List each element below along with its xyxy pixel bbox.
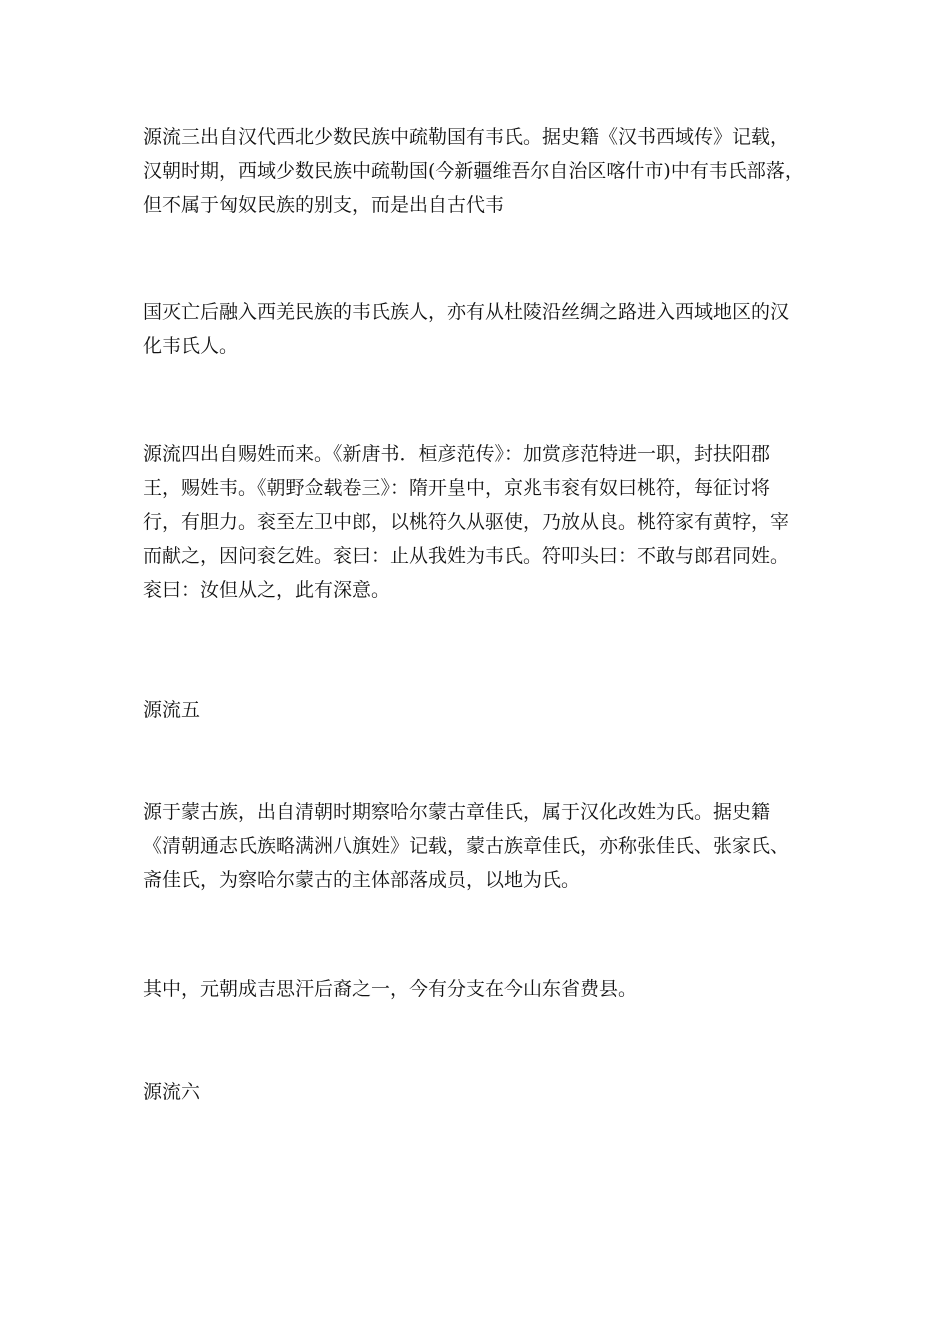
text-line: 王，赐姓韦。《朝野佥载卷三》：隋开皇中，京兆韦衮有奴曰桃符，每征讨将 [143, 477, 771, 499]
text-line: 源流五 [143, 699, 201, 721]
paragraph-source-three [143, 120, 815, 222]
text-line: 而献之，因问衮乞姓。衮曰：止从我姓为韦氏。符叩头曰：不敢与郎君同姓。 [143, 545, 790, 567]
text-line: 化韦氏人。 [143, 335, 239, 357]
text-line: 但不属于匈奴民族的别支，而是出自古代韦 [143, 194, 505, 216]
text-line: 其中，元朝成吉思汗后裔之一，今有分支在今山东省费县。 [143, 978, 638, 1000]
text-line: 源流四出自赐姓而来。《新唐书．桓彦范传》：加赏彦范特进一职，封扶阳郡 [143, 443, 771, 465]
text-line: 衮曰：汝但从之，此有深意。 [143, 579, 391, 601]
text-line: 源于蒙古族，出自清朝时期察哈尔蒙古章佳氏，属于汉化改姓为氏。据史籍 [143, 801, 771, 823]
heading-source-five [143, 693, 815, 727]
text-line: 行，有胆力。衮至左卫中郎，以桃符久从驱使，乃放从良。桃符家有黄牸，宰 [143, 511, 790, 533]
paragraph-source-five [143, 795, 815, 897]
paragraph-branch-note [143, 972, 815, 1006]
text-line: 源流三出自汉代西北少数民族中疏勒国有韦氏。据史籍《汉书西域传》记载， [143, 126, 790, 148]
text-line: 《清朝通志氏族略满洲八旗姓》记载，蒙古族章佳氏，亦称张佳氏、张家氏、 [143, 835, 790, 857]
text-line: 斋佳氏，为察哈尔蒙古的主体部落成员，以地为氏。 [143, 869, 581, 891]
text-line: 汉朝时期，西域少数民族中疏勒国(今新疆维吾尔自治区喀什市)中有韦氏部落， [143, 160, 804, 182]
paragraph-source-four [143, 437, 815, 607]
heading-source-six [143, 1075, 815, 1109]
text-line: 国灭亡后融入西羌民族的韦氏族人，亦有从杜陵沿丝绸之路进入西域地区的汉 [143, 301, 790, 323]
paragraph-continuation [143, 295, 815, 363]
text-line: 源流六 [143, 1081, 201, 1103]
